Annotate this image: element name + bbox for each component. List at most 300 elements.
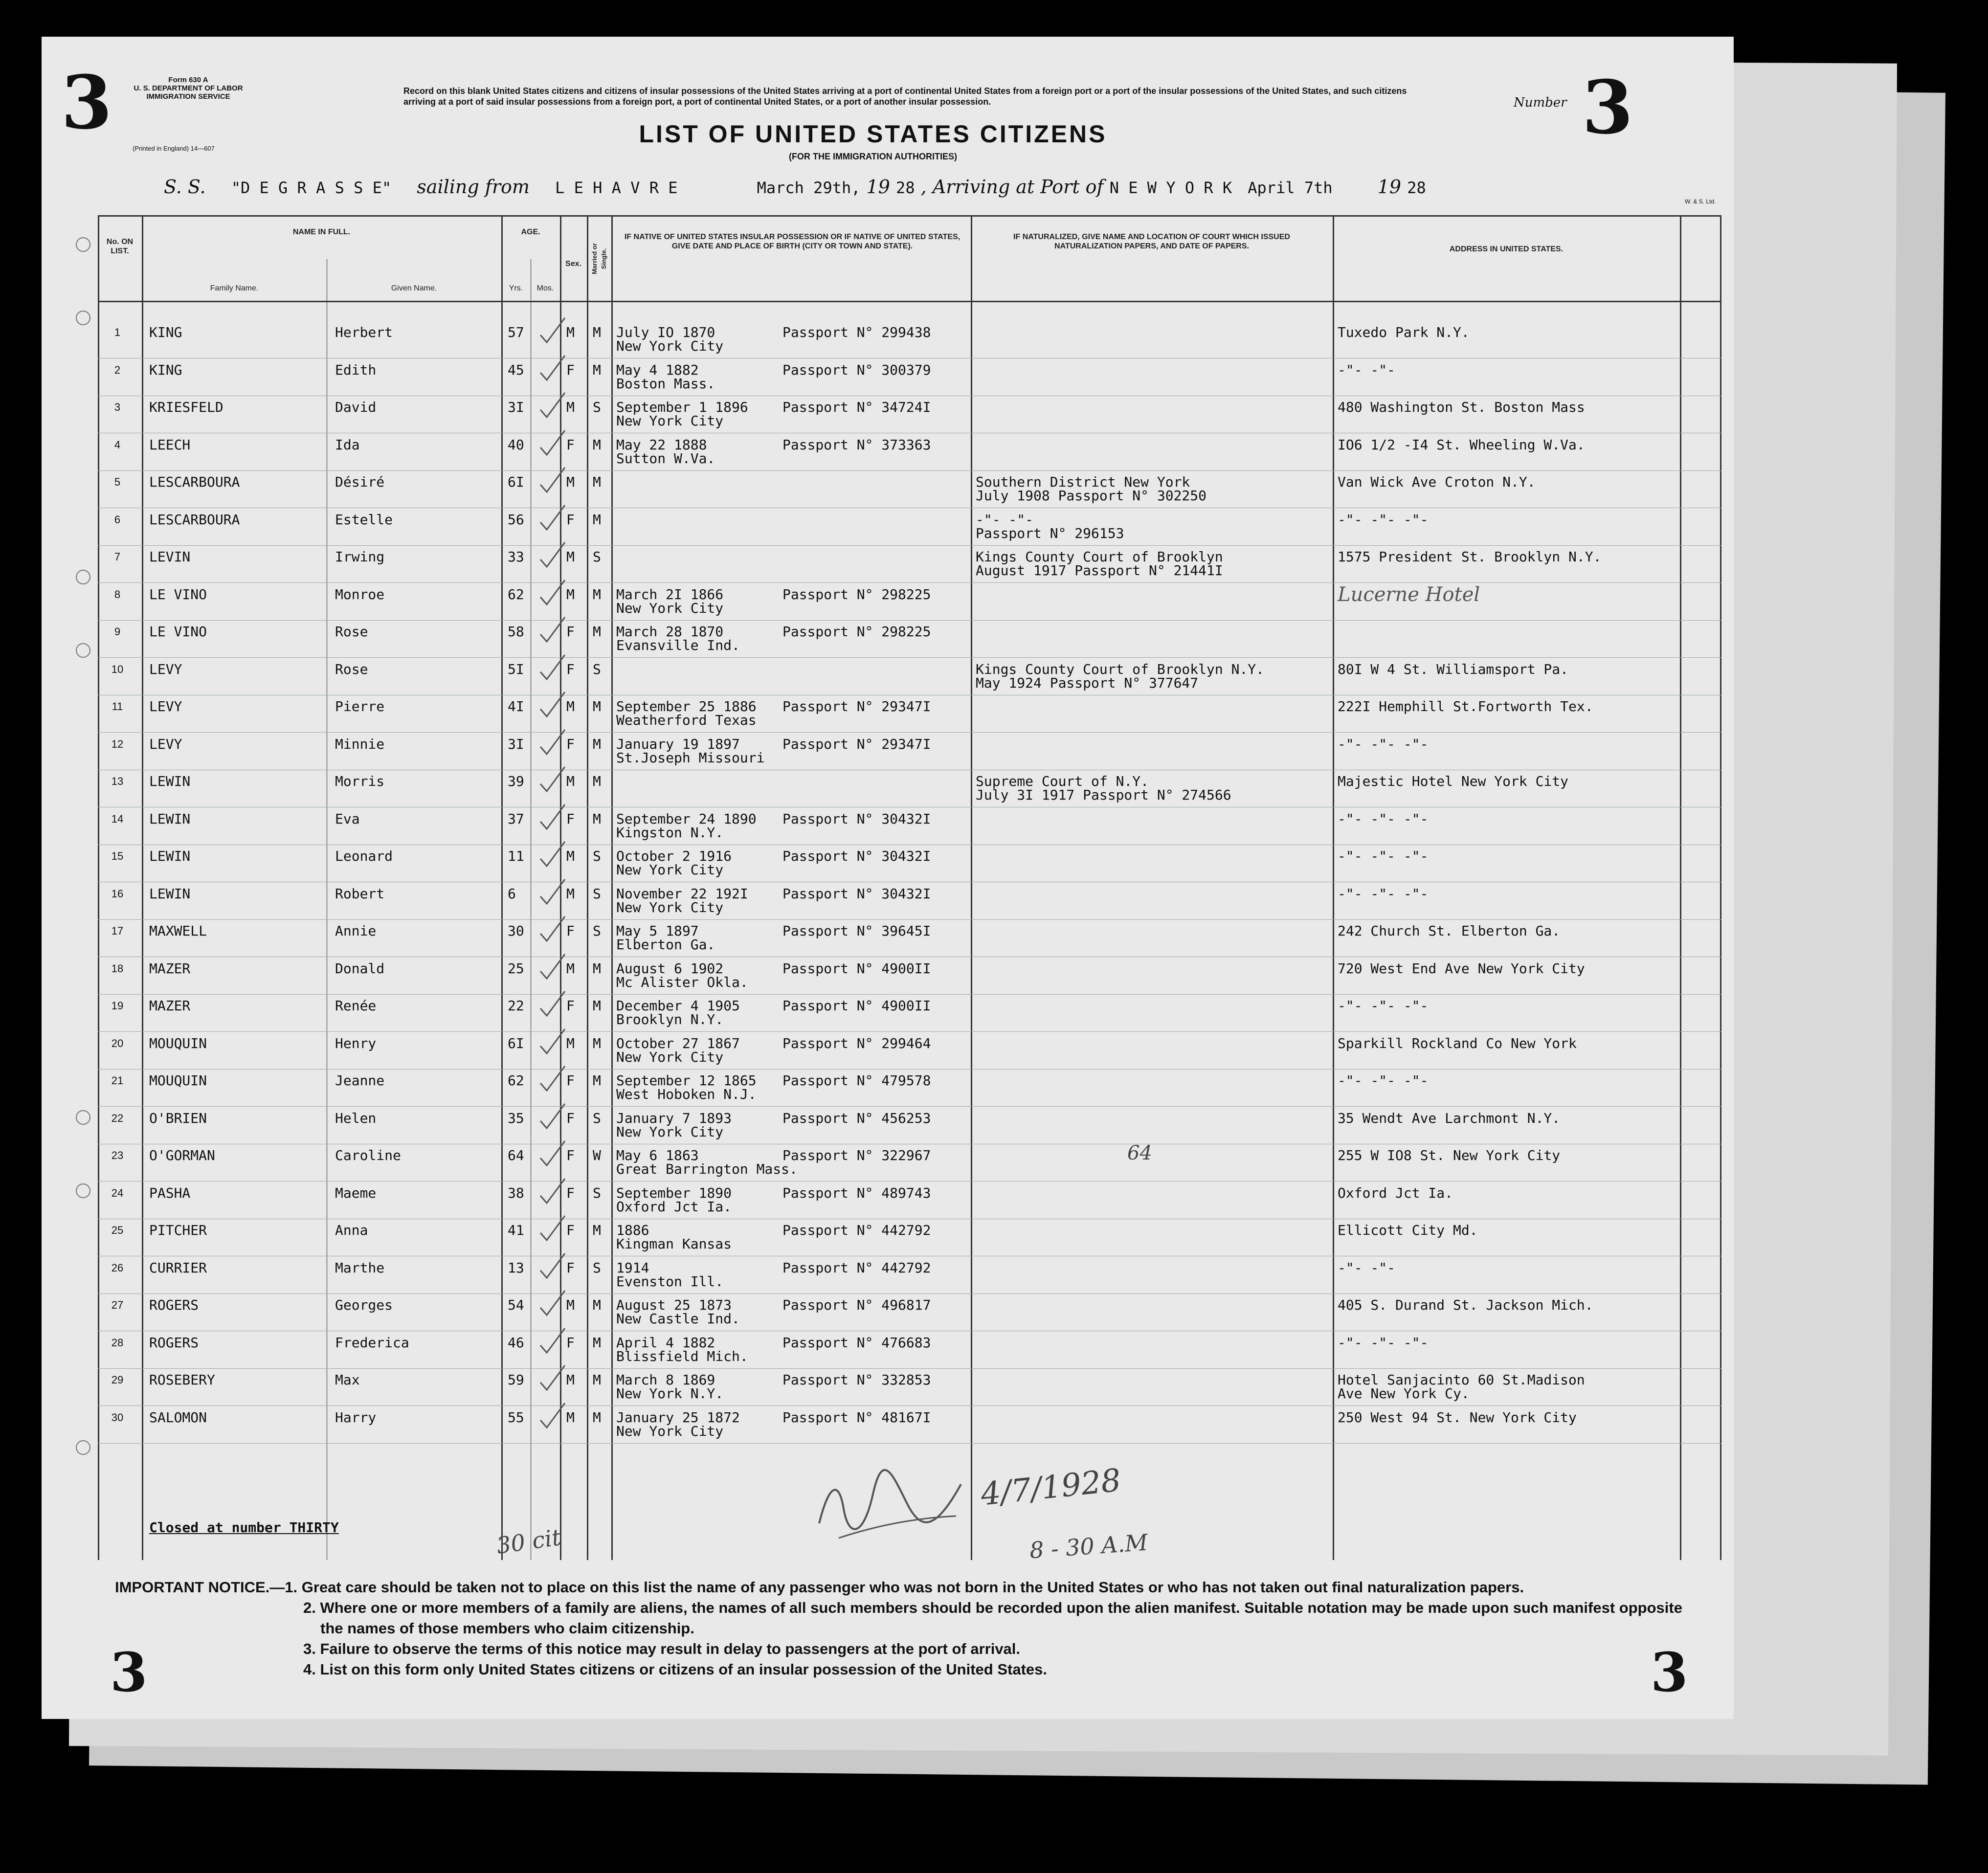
sex: F <box>566 624 575 640</box>
birth-date: November 22 192I <box>616 885 748 902</box>
page-subtitle: (FOR THE IMMIGRATION AUTHORITIES) <box>789 152 957 161</box>
birth-place: Sutton W.Va. <box>616 450 715 467</box>
marital-status: M <box>593 361 601 378</box>
given-name: Pierre <box>335 698 385 714</box>
naturalization-court: Kings County Court of Brooklyn <box>976 549 1223 565</box>
notice-item: 2. Where one or more members of a family are aliens, the names of all such members should be recorded upon the alien manifest. Suitable notation may be made upon such manifest opposite the names of those members who claim citizenship. <box>303 1599 1682 1637</box>
sex: F <box>566 1147 575 1163</box>
birth-date: August 6 1902 <box>616 960 724 977</box>
age-years: 6I <box>508 474 524 490</box>
address: 242 Church St. Elberton Ga. <box>1338 923 1561 939</box>
marital-status: M <box>593 324 601 340</box>
manifest-table <box>98 215 1721 1560</box>
address: Hotel Sanjacinto 60 St.Madison <box>1338 1372 1585 1388</box>
birth-place: Oxford Jct Ia. <box>616 1198 732 1215</box>
birth-date: September 12 1865 <box>616 1072 757 1089</box>
age-years: 22 <box>508 998 524 1014</box>
arrival-year-prefix: 19 <box>1377 176 1402 198</box>
form-number: Form 630 A <box>168 76 208 84</box>
passport-number: Passport N° 30432I <box>782 810 931 827</box>
col-rule <box>1720 215 1721 1560</box>
given-name: Jeanne <box>335 1072 385 1089</box>
family-name: ROGERS <box>149 1297 199 1313</box>
handwritten-time: 8 - 30 A.M <box>1028 1529 1149 1564</box>
passport-number: Passport N° 332853 <box>782 1372 931 1388</box>
family-name: SALOMON <box>149 1409 207 1426</box>
given-name: Eva <box>335 810 360 827</box>
age-years: 5I <box>508 661 524 677</box>
form-meta <box>115 76 262 101</box>
inspector-check-mark <box>538 615 567 644</box>
passport-number: Passport N° 48167I <box>782 1409 931 1426</box>
sex: M <box>566 1372 575 1388</box>
family-name: LEVIN <box>149 549 191 565</box>
row-number: 3 <box>114 401 121 413</box>
address: Sparkill Rockland Co New York <box>1338 1035 1577 1051</box>
row-number: 14 <box>111 812 124 825</box>
given-name: Rose <box>335 661 368 677</box>
row-number: 15 <box>111 850 124 862</box>
depart-year-prefix: 19 <box>866 176 890 198</box>
inspector-check-mark <box>538 540 567 569</box>
marital-status: S <box>593 1184 601 1201</box>
passport-number: Passport N° 442792 <box>782 1222 931 1238</box>
birth-place: Evansville Ind. <box>616 637 740 653</box>
row-rule <box>98 1293 1721 1294</box>
row-number: 17 <box>111 925 124 937</box>
inspector-check-mark <box>538 877 567 906</box>
passport-number: Passport N° 479578 <box>782 1072 931 1089</box>
birth-date: January 25 1872 <box>616 1409 740 1426</box>
family-name: LESCARBOURA <box>149 474 240 490</box>
header-mos: Mos. <box>536 284 554 292</box>
address: -"- -"- -"- <box>1338 736 1429 752</box>
address: Lucerne Hotel <box>1338 583 1480 606</box>
marital-status: M <box>593 624 601 640</box>
row-rule <box>98 1443 1721 1444</box>
address-line-2: Ave New York Cy. <box>1338 1385 1470 1402</box>
marital-status: M <box>593 1409 601 1426</box>
given-name: Morris <box>335 773 385 789</box>
inspector-check-mark <box>538 727 567 757</box>
inspector-check-mark <box>538 1064 567 1093</box>
row-number: 1 <box>114 326 121 338</box>
given-name: Frederica <box>335 1334 409 1351</box>
age-years: 39 <box>508 773 524 789</box>
family-name: O'BRIEN <box>149 1110 207 1126</box>
inspector-check-mark <box>538 802 567 831</box>
header-age: AGE. <box>521 228 540 236</box>
col-rule <box>1680 215 1681 1560</box>
col-rule <box>1333 215 1334 1560</box>
given-name: Henry <box>335 1035 377 1051</box>
family-name: LEVY <box>149 661 182 677</box>
naturalization-court: Supreme Court of N.Y. <box>976 773 1149 789</box>
age-years: 54 <box>508 1297 524 1313</box>
age-years: 37 <box>508 810 524 827</box>
marital-status: S <box>593 1110 601 1126</box>
address: 255 W IO8 St. New York City <box>1338 1147 1561 1163</box>
sex: M <box>566 586 575 602</box>
footer-number-right: 3 <box>1651 1641 1688 1704</box>
passport-number: Passport N° 29347I <box>782 698 931 714</box>
handwritten-margin-number: 64 <box>1127 1142 1152 1164</box>
page-title: LIST OF UNITED STATES CITIZENS <box>639 120 1107 148</box>
row-number: 29 <box>111 1374 124 1386</box>
given-name: Marthe <box>335 1259 385 1276</box>
marital-status: M <box>593 698 601 714</box>
marital-status: M <box>593 736 601 752</box>
passport-number: Passport N° 496817 <box>782 1297 931 1313</box>
age-years: 3I <box>508 399 524 415</box>
row-rule <box>98 1069 1721 1070</box>
row-number: 20 <box>111 1037 124 1049</box>
given-name: Max <box>335 1372 360 1388</box>
address: -"- -"- -"- <box>1338 810 1429 827</box>
passport-number: Passport N° 322967 <box>782 1147 931 1163</box>
sex: F <box>566 998 575 1014</box>
naturalization-court: Kings County Court of Brooklyn N.Y. <box>976 661 1265 677</box>
header-given: Given Name. <box>391 284 437 292</box>
col-rule <box>971 215 972 1560</box>
age-years: 13 <box>508 1259 524 1276</box>
passport-number: Passport N° 30432I <box>782 848 931 864</box>
given-name: Ida <box>335 436 360 453</box>
sex: M <box>566 1297 575 1313</box>
inspector-check-mark <box>538 989 567 1018</box>
age-years: 58 <box>508 624 524 640</box>
inspector-check-mark <box>538 1138 567 1168</box>
sex: F <box>566 661 575 677</box>
family-name: ROGERS <box>149 1334 199 1351</box>
header-sex: Sex. <box>565 260 581 268</box>
sex: F <box>566 810 575 827</box>
birth-date: April 4 1882 <box>616 1334 715 1351</box>
row-number: 30 <box>111 1411 124 1424</box>
header-native: IF NATIVE OF UNITED STATES INSULAR POSSESSION OR IF NATIVE OF UNITED STATES, GIVE DATE AND PLACE OF BIRTH (CITY OR TOWN AND STATE). <box>624 233 960 250</box>
given-name: Harry <box>335 1409 377 1426</box>
row-rule <box>98 994 1721 995</box>
birth-place: New York City <box>616 1048 724 1065</box>
inspector-check-mark <box>538 503 567 532</box>
marital-status: M <box>593 773 601 789</box>
header-family: Family Name. <box>210 284 259 292</box>
row-rule <box>98 545 1721 546</box>
sex: M <box>566 848 575 864</box>
inspector-check-mark <box>538 839 567 869</box>
naturalization-court: -"- -"- <box>976 511 1034 528</box>
age-years: 57 <box>508 324 524 340</box>
notice-item: —1. Great care should be taken not to place on this list the name of any passenger who was not born in the United States or who has not taken out final naturalization papers. <box>269 1579 1524 1596</box>
sex: F <box>566 511 575 528</box>
birth-date: September 25 1886 <box>616 698 757 714</box>
passport-number: Passport N° 456253 <box>782 1110 931 1126</box>
row-rule <box>98 582 1721 583</box>
given-name: Monroe <box>335 586 385 602</box>
header-no: No. ON LIST. <box>106 238 134 255</box>
given-name: David <box>335 399 377 415</box>
age-years: 4I <box>508 698 524 714</box>
address: -"- -"- -"- <box>1338 885 1429 902</box>
passport-number: Passport N° 39645I <box>782 923 931 939</box>
family-name: CURRIER <box>149 1259 207 1276</box>
given-name: Robert <box>335 885 385 902</box>
marital-status: M <box>593 1222 601 1238</box>
inspector-check-mark <box>538 652 567 682</box>
address: 405 S. Durand St. Jackson Mich. <box>1338 1297 1593 1313</box>
row-number: 23 <box>111 1149 124 1161</box>
birth-date: December 4 1905 <box>616 998 740 1014</box>
row-rule <box>98 1031 1721 1032</box>
birth-place: New York City <box>616 1423 724 1439</box>
row-rule <box>98 470 1721 471</box>
family-name: ROSEBERY <box>149 1372 215 1388</box>
family-name: LEWIN <box>149 810 191 827</box>
address: -"- -"- -"- <box>1338 998 1429 1014</box>
birth-place: Kingston N.Y. <box>616 824 724 841</box>
address: IO6 1/2 -I4 St. Wheeling W.Va. <box>1338 436 1585 453</box>
family-name: MOUQUIN <box>149 1072 207 1089</box>
family-name: MAZER <box>149 998 191 1014</box>
punch-hole <box>76 311 90 325</box>
naturalization-court: Southern District New York <box>976 474 1190 490</box>
sex: F <box>566 436 575 453</box>
sex: F <box>566 1072 575 1089</box>
row-number: 28 <box>111 1336 124 1349</box>
birth-date: 1914 <box>616 1259 649 1276</box>
address: -"- -"- <box>1338 1259 1396 1276</box>
birth-place: Brooklyn N.Y. <box>616 1011 724 1027</box>
birth-date: 1886 <box>616 1222 649 1238</box>
punch-hole <box>76 1183 90 1198</box>
given-name: Renée <box>335 998 377 1014</box>
family-name: LEVY <box>149 736 182 752</box>
row-number: 16 <box>111 887 124 900</box>
passport-number: Passport N° 299438 <box>782 324 931 340</box>
age-years: 35 <box>508 1110 524 1126</box>
arrival-date: April 7th <box>1248 178 1333 197</box>
birth-date: January 19 1897 <box>616 736 740 752</box>
naturalization-date: July 1908 Passport N° 302250 <box>976 488 1207 504</box>
row-number: 27 <box>111 1299 124 1311</box>
row-number: 8 <box>114 588 121 601</box>
marital-status: S <box>593 1259 601 1276</box>
age-years: 33 <box>508 549 524 565</box>
row-number: 6 <box>114 513 121 526</box>
address: Van Wick Ave Croton N.Y. <box>1338 474 1536 490</box>
inspector-check-mark <box>538 1213 567 1243</box>
header-married: Married or Single. <box>591 243 607 274</box>
header-address: ADDRESS IN UNITED STATES. <box>1449 245 1564 253</box>
address: 222I Hemphill St.Fortworth Tex. <box>1338 698 1593 714</box>
given-name: Minnie <box>335 736 385 752</box>
age-years: 62 <box>508 586 524 602</box>
sex: F <box>566 1334 575 1351</box>
handwritten-date: 4/7/1928 <box>979 1462 1123 1513</box>
given-name: Désiré <box>335 474 385 490</box>
family-name: KRIESFELD <box>149 399 223 415</box>
inspector-check-mark <box>538 1026 567 1056</box>
inspector-check-mark <box>538 353 567 382</box>
marital-status: M <box>593 1072 601 1089</box>
birth-date: May 4 1882 <box>616 361 699 378</box>
printed-note: (Printed in England) 14—607 <box>133 145 215 152</box>
row-number: 4 <box>114 438 121 451</box>
service: IMMIGRATION SERVICE <box>146 92 230 101</box>
birth-date: May 22 1888 <box>616 436 707 453</box>
family-name: PITCHER <box>149 1222 207 1238</box>
address: 720 West End Ave New York City <box>1338 960 1585 977</box>
sex: M <box>566 960 575 977</box>
inspector-check-mark <box>538 1288 567 1317</box>
arrival-year: 28 <box>1407 178 1426 197</box>
naturalization-date: May 1924 Passport N° 377647 <box>976 674 1199 691</box>
inspector-check-mark <box>538 952 567 981</box>
birth-place: New York City <box>616 413 724 429</box>
age-years: 59 <box>508 1372 524 1388</box>
family-name: KING <box>149 361 182 378</box>
passport-number: Passport N° 30432I <box>782 885 931 902</box>
passport-number: Passport N° 298225 <box>782 624 931 640</box>
birth-date: August 25 1873 <box>616 1297 732 1313</box>
sex: F <box>566 1184 575 1201</box>
family-name: MAXWELL <box>149 923 207 939</box>
printer-mark: W. & S. Ltd. <box>1685 198 1716 205</box>
family-name: LEECH <box>149 436 191 453</box>
inspector-check-mark <box>538 428 567 457</box>
voyage-line <box>164 176 1729 198</box>
sex: M <box>566 885 575 902</box>
age-years: 46 <box>508 1334 524 1351</box>
marital-status: S <box>593 549 601 565</box>
inspector-check-mark <box>538 1363 567 1392</box>
given-name: Irwing <box>335 549 385 565</box>
marital-status: S <box>593 661 601 677</box>
birth-place: New York City <box>616 1123 724 1140</box>
sex: M <box>566 474 575 490</box>
given-name: Annie <box>335 923 377 939</box>
row-number: 11 <box>112 700 123 713</box>
department: U. S. DEPARTMENT OF LABOR <box>134 84 243 92</box>
birth-place: New York City <box>616 899 724 915</box>
col-rule <box>611 215 613 1560</box>
punch-hole <box>76 643 90 658</box>
footer-number-left: 3 <box>110 1641 148 1704</box>
row-number: 19 <box>111 1000 124 1012</box>
given-name: Leonard <box>335 848 393 864</box>
naturalization-date: July 3I 1917 Passport N° 274566 <box>976 787 1231 803</box>
age-years: 41 <box>508 1222 524 1238</box>
marital-status: M <box>593 1297 601 1313</box>
row-number: 24 <box>111 1186 124 1199</box>
header-yrs: Yrs. <box>509 284 523 292</box>
row-rule <box>98 620 1721 621</box>
inspector-signature <box>809 1465 971 1548</box>
age-years: 38 <box>508 1184 524 1201</box>
row-rule <box>98 1368 1721 1369</box>
address: 80I W 4 St. Williamsport Pa. <box>1338 661 1569 677</box>
sex: M <box>566 698 575 714</box>
arriving-label: , Arriving at Port of <box>920 176 1104 198</box>
family-name: KING <box>149 324 182 340</box>
col-rule <box>587 215 588 1560</box>
punch-hole <box>76 237 90 252</box>
sex: F <box>566 923 575 939</box>
closing-line: Closed at number THIRTY <box>149 1519 339 1536</box>
row-rule <box>98 1405 1721 1406</box>
given-name: Caroline <box>335 1147 401 1163</box>
sex: M <box>566 1035 575 1051</box>
given-name: Helen <box>335 1110 377 1126</box>
birth-place: New Castle Ind. <box>616 1311 740 1327</box>
row-number: 21 <box>111 1074 124 1087</box>
sex: F <box>566 1222 575 1238</box>
birth-place: St.Joseph Missouri <box>616 749 765 766</box>
marital-status: W <box>593 1147 601 1163</box>
inspector-check-mark <box>538 1401 567 1430</box>
inspector-check-mark <box>538 764 567 794</box>
address: -"- -"- -"- <box>1338 1334 1429 1351</box>
depart-date: March 29th, <box>757 178 861 197</box>
sex: F <box>566 1110 575 1126</box>
row-rule <box>98 657 1721 658</box>
manifest-page <box>42 37 1734 1719</box>
marital-status: M <box>593 586 601 602</box>
row-number: 7 <box>114 551 121 563</box>
address: -"- -"- -"- <box>1338 1072 1429 1089</box>
col-rule <box>501 215 503 1560</box>
header-name: NAME IN FULL. <box>292 228 351 236</box>
row-rule <box>98 1106 1721 1107</box>
passport-number: Passport N° 4900II <box>782 998 931 1014</box>
marital-status: S <box>593 923 601 939</box>
age-years: 56 <box>508 511 524 528</box>
age-years: 30 <box>508 923 524 939</box>
marital-status: M <box>593 1372 601 1388</box>
marital-status: M <box>593 1035 601 1051</box>
row-number: 5 <box>114 476 121 488</box>
birth-date: March 8 1869 <box>616 1372 715 1388</box>
notice-heading: IMPORTANT NOTICE. <box>115 1579 270 1596</box>
birth-date: September 24 1890 <box>616 810 757 827</box>
passport-number: Passport N° 476683 <box>782 1334 931 1351</box>
birth-date: October 27 1867 <box>616 1035 740 1051</box>
arrival-port: N E W Y O R K <box>1109 178 1232 197</box>
address: Oxford Jct Ia. <box>1338 1184 1453 1201</box>
family-name: LE VINO <box>149 586 207 602</box>
number-label: Number <box>1514 95 1567 110</box>
naturalization-date: August 1917 Passport N° 21441I <box>976 562 1223 579</box>
row-rule <box>98 919 1721 920</box>
birth-date: September 1890 <box>616 1184 732 1201</box>
birth-date: January 7 1893 <box>616 1110 732 1126</box>
sex: M <box>566 324 575 340</box>
marital-status: M <box>593 960 601 977</box>
row-number: 25 <box>111 1224 124 1236</box>
age-years: 62 <box>508 1072 524 1089</box>
age-years: 11 <box>508 848 524 864</box>
given-name: Herbert <box>335 324 393 340</box>
age-years: 64 <box>508 1147 524 1163</box>
inspector-check-mark <box>538 1251 567 1280</box>
address: 35 Wendt Ave Larchmont N.Y. <box>1338 1110 1561 1126</box>
age-years: 25 <box>508 960 524 977</box>
sex: M <box>566 1409 575 1426</box>
passport-number: Passport N° 373363 <box>782 436 931 453</box>
passport-number: Passport N° 300379 <box>782 361 931 378</box>
birth-date: May 5 1897 <box>616 923 699 939</box>
passport-number: Passport N° 29347I <box>782 736 931 752</box>
